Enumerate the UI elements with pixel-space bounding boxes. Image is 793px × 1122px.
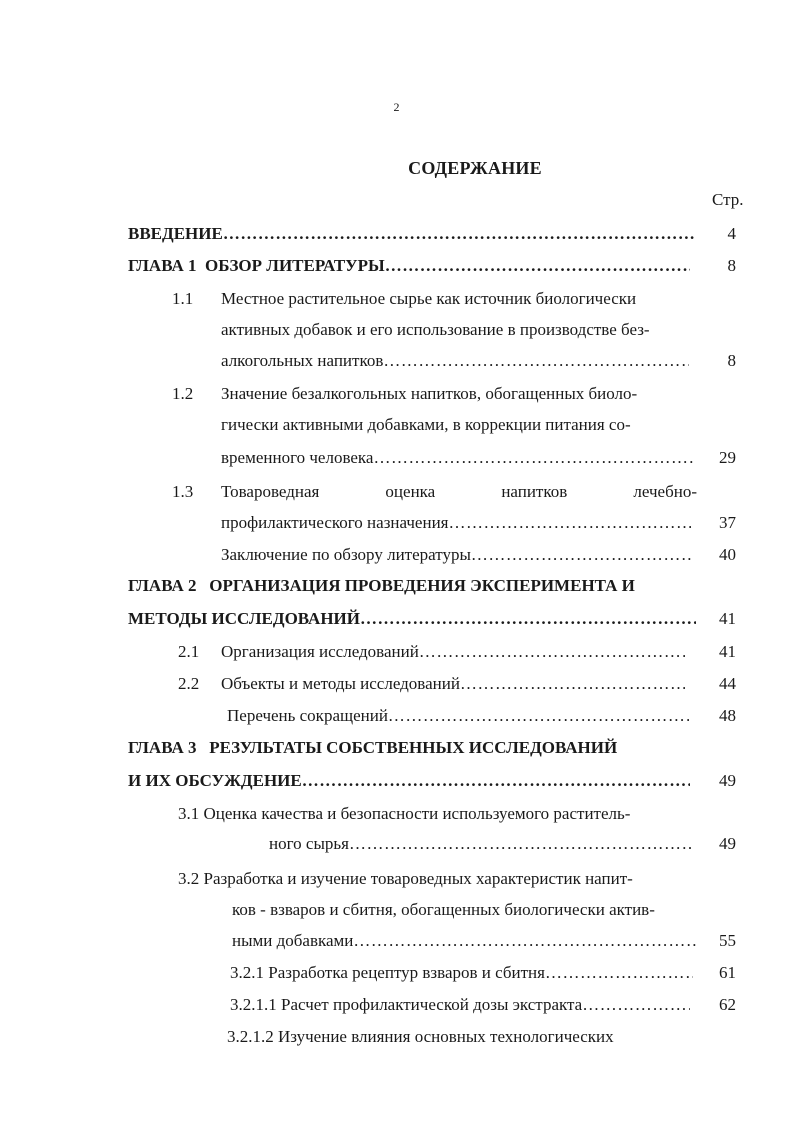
dot-leader [223,222,696,246]
toc-section-3-1-label-end: ного сырья [269,834,349,853]
toc-intro [128,222,696,246]
toc-chapter-3-line-2 [128,769,690,793]
toc-conclusion-1 [221,543,693,567]
toc-chapter-3-page: 49 [719,771,736,790]
toc-section-1-2-number: 1.2 [172,384,194,403]
toc-section-3-2-1-1 [230,993,690,1017]
page-title: СОДЕРЖАНИЕ [408,158,542,178]
toc-section-3-2-1-1-label: 3.2.1.1 Расчет профилактической дозы экстракта [230,995,583,1014]
toc-section-3-2-1-1-page: 62 [719,995,736,1014]
dot-leader [349,832,691,856]
toc-section-2-2-number: 2.2 [178,674,200,693]
toc-section-1-2-line-1: Значение безалкогольных напитков, обогащенных биоло- [221,384,638,403]
toc-section-3-1-page: 49 [719,834,736,853]
dot-leader [383,349,689,373]
toc-chapter-1-label: ГЛАВА 1 ОБЗОР ЛИТЕРАТУРЫ [128,256,385,275]
dot-leader [373,446,693,470]
page-number: 2 [393,100,400,114]
toc-section-3-2-line-3 [232,929,697,953]
toc-section-3-2-1 [230,961,693,985]
toc-section-3-1-line-2 [269,832,691,856]
toc-section-1-3-word-4: лечебно- [633,482,697,501]
toc-abbreviations [227,704,689,728]
toc-chapter-2-label-end: МЕТОДЫ ИССЛЕДОВАНИЙ [128,609,361,628]
toc-chapter-1-page: 8 [727,256,736,275]
toc-section-1-1-line-2: активных добавок и его использование в производстве без- [221,320,650,339]
toc-chapter-2-page: 41 [719,609,736,628]
toc-section-1-3-word-1: Товароведная [221,482,320,501]
toc-section-3-2-line-1: 3.2 Разработка и изучение товароведных характеристик напит- [178,869,633,888]
toc-section-3-2-page: 55 [719,931,736,950]
toc-section-1-1-label-end: алкогольных напитков [221,351,384,370]
toc-section-1-3-label-end: профилактического назначения [221,513,449,532]
dot-leader [471,543,693,567]
toc-section-1-3-word-2: оценка [385,482,436,501]
toc-section-1-3-number: 1.3 [172,482,194,501]
dot-leader [388,704,689,728]
toc-section-3-2-1-page: 61 [719,963,736,982]
toc-section-2-1 [221,640,685,664]
toc-section-1-2-line-2: гически активными добавками, в коррекции питания со- [221,415,631,434]
dot-leader [449,511,692,535]
pages-column-label: Стр. [712,190,744,209]
toc-section-3-2-label-end: ными добавками [232,931,354,950]
toc-chapter-3-line-1: ГЛАВА 3 РЕЗУЛЬТАТЫ СОБСТВЕННЫХ ИССЛЕДОВАНИЙ [128,738,618,757]
toc-abbreviations-label: Перечень сокращений [227,706,388,725]
toc-chapter-3-label-end: И ИХ ОБСУЖДЕНИЕ [128,771,302,790]
toc-section-1-1-number: 1.1 [172,289,194,308]
toc-section-2-1-page: 41 [719,642,736,661]
toc-section-3-1-line-1: 3.1 Оценка качества и безопасности используемого раститель- [178,804,631,823]
dot-leader [353,929,697,953]
toc-section-1-3-page: 37 [719,513,736,532]
dot-leader [302,769,690,793]
toc-section-1-2-line-3 [221,446,693,470]
toc-section-1-2-page: 29 [719,448,736,467]
toc-section-1-3-word-3: напитков [501,482,568,501]
toc-section-2-1-number: 2.1 [178,642,200,661]
toc-section-1-1-page: 8 [727,351,736,370]
dot-leader [360,607,696,631]
toc-section-1-2-label-end: временного человека [221,448,374,467]
dot-leader [419,640,685,664]
toc-intro-label: ВВЕДЕНИЕ [128,224,223,243]
toc-chapter-1 [128,254,690,278]
toc-section-2-2-page: 44 [719,674,736,693]
toc-section-1-3-line-1 [221,480,697,504]
toc-chapter-2-line-2 [128,607,696,631]
toc-conclusion-1-page: 40 [719,545,736,564]
toc-section-1-1-line-1: Местное растительное сырье как источник биологически [221,289,637,308]
toc-section-2-1-label: Организация исследований [221,642,419,661]
toc-section-3-2-1-2: 3.2.1.2 Изучение влияния основных технологических [227,1027,614,1046]
dot-leader [545,961,693,985]
toc-section-1-1-line-3 [221,349,689,373]
dot-leader [385,254,690,278]
toc-chapter-2-line-1: ГЛАВА 2 ОРГАНИЗАЦИЯ ПРОВЕДЕНИЯ ЭКСПЕРИМЕНТА И [128,576,635,595]
toc-section-2-2 [221,672,685,696]
toc-section-3-2-line-2: ков - взваров и сбитня, обогащенных биологически актив- [232,900,655,919]
toc-section-2-2-label: Объекты и методы исследований [221,674,460,693]
toc-conclusion-1-label: Заключение по обзору литературы [221,545,471,564]
toc-intro-page: 4 [727,224,736,243]
toc-section-3-2-1-label: 3.2.1 Разработка рецептур взваров и сбитня [230,963,545,982]
toc-section-1-3-line-2 [221,511,691,535]
dot-leader [582,993,690,1017]
toc-abbreviations-page: 48 [719,706,736,725]
dot-leader [460,672,685,696]
